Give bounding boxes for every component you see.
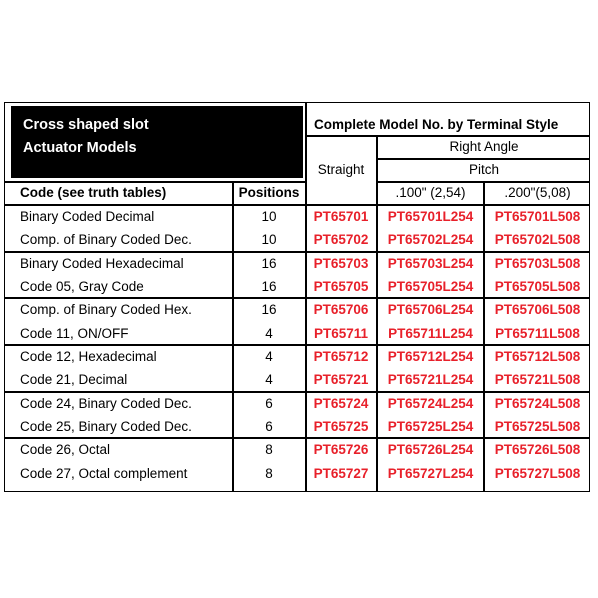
row-code: Binary Coded Decimal bbox=[20, 209, 155, 224]
header-code: Code (see truth tables) bbox=[20, 185, 167, 200]
row-model-pitch-100: PT65725L254 bbox=[387, 419, 474, 434]
row-positions: 10 bbox=[261, 232, 277, 247]
row-model-pitch-200: PT65711L508 bbox=[495, 326, 580, 341]
row-model-pitch-200: PT65726L508 bbox=[494, 442, 581, 457]
row-positions: 10 bbox=[261, 209, 277, 224]
row-model-straight: PT65727 bbox=[313, 466, 369, 481]
row-model-straight: PT65721 bbox=[313, 372, 369, 387]
rule-left-header-top bbox=[4, 181, 306, 183]
row-code: Code 26, Octal bbox=[20, 442, 111, 457]
row-positions: 8 bbox=[265, 442, 273, 457]
row-model-pitch-100: PT65701L254 bbox=[387, 209, 474, 224]
row-model-pitch-100: PT65721L254 bbox=[387, 372, 474, 387]
row-positions: 6 bbox=[265, 396, 273, 411]
title-block bbox=[11, 106, 303, 178]
row-model-straight: PT65702 bbox=[313, 232, 369, 247]
row-model-pitch-200: PT65727L508 bbox=[494, 466, 581, 481]
rule-group-4 bbox=[4, 391, 590, 393]
row-positions: 6 bbox=[265, 419, 273, 434]
row-model-straight: PT65724 bbox=[313, 396, 369, 411]
row-code: Code 21, Decimal bbox=[20, 372, 128, 387]
rule-under-complete bbox=[305, 135, 590, 137]
title-line-2: Actuator Models bbox=[23, 140, 137, 156]
row-code: Binary Coded Hexadecimal bbox=[20, 256, 184, 271]
row-model-pitch-200: PT65721L508 bbox=[494, 372, 581, 387]
row-positions: 16 bbox=[261, 256, 277, 271]
row-positions: 16 bbox=[261, 302, 277, 317]
row-model-pitch-100: PT65727L254 bbox=[387, 466, 474, 481]
row-model-pitch-200: PT65712L508 bbox=[494, 349, 581, 364]
row-model-pitch-200: PT65705L508 bbox=[494, 279, 581, 294]
row-model-straight: PT65712 bbox=[313, 349, 369, 364]
header-pitch: Pitch bbox=[468, 162, 499, 177]
row-code: Code 05, Gray Code bbox=[20, 279, 144, 294]
header-pitch-100: .100" (2,54) bbox=[395, 185, 466, 200]
rule-group-1 bbox=[4, 251, 590, 253]
row-positions: 16 bbox=[261, 279, 277, 294]
row-code: Code 11, ON/OFF bbox=[20, 326, 129, 341]
rule-group-3 bbox=[4, 344, 590, 346]
rule-group-5 bbox=[4, 437, 590, 439]
row-model-pitch-100: PT65711L254 bbox=[388, 326, 473, 341]
row-model-straight: PT65701 bbox=[313, 209, 369, 224]
row-positions: 4 bbox=[265, 349, 273, 364]
row-model-pitch-100: PT65705L254 bbox=[387, 279, 474, 294]
row-model-pitch-200: PT65724L508 bbox=[494, 396, 581, 411]
row-model-pitch-100: PT65724L254 bbox=[387, 396, 474, 411]
row-code: Code 25, Binary Coded Dec. bbox=[20, 419, 192, 434]
header-straight: Straight bbox=[317, 162, 365, 177]
row-model-pitch-200: PT65702L508 bbox=[494, 232, 581, 247]
row-model-pitch-100: PT65703L254 bbox=[387, 256, 474, 271]
rule-group-2 bbox=[4, 297, 590, 299]
rule-header-bottom bbox=[4, 204, 590, 206]
row-model-straight: PT65703 bbox=[313, 256, 369, 271]
row-model-pitch-100: PT65726L254 bbox=[387, 442, 474, 457]
header-right-angle: Right Angle bbox=[449, 139, 519, 154]
row-model-straight: PT65726 bbox=[313, 442, 369, 457]
row-model-straight: PT65725 bbox=[313, 419, 369, 434]
row-model-pitch-100: PT65702L254 bbox=[387, 232, 474, 247]
title-line-1: Cross shaped slot bbox=[23, 117, 149, 133]
row-positions: 8 bbox=[265, 466, 273, 481]
row-model-pitch-100: PT65706L254 bbox=[387, 302, 474, 317]
header-complete: Complete Model No. by Terminal Style bbox=[314, 117, 559, 132]
row-model-straight: PT65711 bbox=[313, 326, 369, 341]
row-code: Code 12, Hexadecimal bbox=[20, 349, 157, 364]
row-positions: 4 bbox=[265, 372, 273, 387]
row-code: Code 27, Octal complement bbox=[20, 466, 188, 481]
row-code: Code 24, Binary Coded Dec. bbox=[20, 396, 192, 411]
rule-under-pitch bbox=[376, 181, 590, 183]
row-code: Comp. of Binary Coded Dec. bbox=[20, 232, 192, 247]
row-model-pitch-200: PT65725L508 bbox=[494, 419, 581, 434]
header-pitch-200: .200"(5,08) bbox=[504, 185, 571, 200]
row-positions: 4 bbox=[265, 326, 273, 341]
header-positions: Positions bbox=[238, 185, 300, 200]
row-model-pitch-200: PT65706L508 bbox=[494, 302, 581, 317]
row-model-pitch-100: PT65712L254 bbox=[387, 349, 474, 364]
rule-under-right-angle bbox=[376, 158, 590, 160]
row-model-straight: PT65706 bbox=[313, 302, 369, 317]
row-model-pitch-200: PT65701L508 bbox=[494, 209, 581, 224]
row-model-pitch-200: PT65703L508 bbox=[494, 256, 581, 271]
row-code: Comp. of Binary Coded Hex. bbox=[20, 302, 192, 317]
row-model-straight: PT65705 bbox=[313, 279, 369, 294]
